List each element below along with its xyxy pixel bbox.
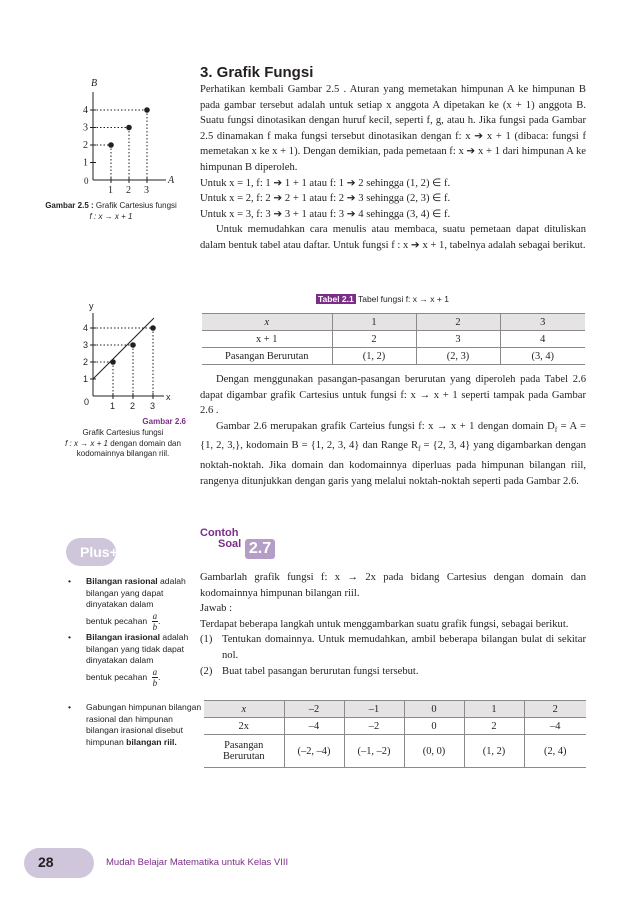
table-caption — [316, 294, 449, 304]
data-point — [144, 107, 150, 113]
x-tick-label: 2 — [130, 401, 136, 410]
y-axis-label: B — [91, 78, 98, 89]
table2-cell: –2 — [284, 701, 344, 718]
answer-label: Jawab : — [200, 603, 233, 615]
caption-formula: f : x → x + 1 — [65, 438, 108, 448]
y-tick-label: 1 — [83, 157, 88, 169]
table1-row — [202, 314, 585, 331]
y-tick-label: 1 — [83, 374, 89, 384]
y-tick-label: 2 — [83, 140, 88, 151]
table-title: Tabel fungsi f: x → x + 1 — [357, 294, 449, 304]
origin-label: 0 — [84, 397, 90, 407]
data-point — [110, 359, 116, 365]
mapping-line-3: Untuk x = 3, f: 3 ➔ 3 + 1 atau f: 3 ➔ 4 sehingga (3, 4) ∈ f. — [200, 208, 451, 220]
table2-cell: 2 — [464, 718, 524, 735]
data-point — [150, 325, 156, 331]
table2-cell: (0, 0) — [404, 735, 464, 768]
x-tick-label: 1 — [110, 401, 116, 410]
caption-rest: dengan domain dan kodomainnya bilangan riil. — [76, 438, 181, 458]
answer-intro: Terdapat beberapa langkah untuk menggambarkan suatu grafik fungsi, sebagai berikut. — [200, 618, 569, 630]
plus-item-rational: • Bilangan rasional adalah bilangan yang dapat dinyatakan dalam bentuk pecahan $\frac{a}{b}$ . — [68, 576, 186, 632]
y-tick-label: 4 — [83, 323, 89, 333]
table2-cell: –1 — [344, 701, 404, 718]
paragraph-2 — [200, 372, 586, 489]
fraction-a-over-b: $\frac{a}{b}$ — [152, 610, 158, 632]
figure-caption-2-5 — [36, 200, 186, 222]
cartesius-graph-2-6 — [60, 300, 185, 410]
y-tick-label: 4 — [83, 105, 88, 116]
paragraph-2a: Dengan menggunakan pasangan-pasangan berurutan yang diperoleh pada Tabel 2.6 dapat digambar grafik Cartesius untuk fungsi f: x → x + 1 seperti tampak pada Gambar 2.6 . — [200, 374, 586, 417]
data-point — [130, 342, 136, 348]
origin-label: 0 — [84, 176, 89, 186]
x-axis-label: A — [168, 175, 175, 186]
caption-text: Grafik Cartesius fungsi — [82, 428, 164, 437]
page-number: 28 — [38, 854, 54, 870]
table-label: Tabel 2.1 — [318, 294, 354, 304]
table2-row-header: x — [204, 701, 284, 718]
book-title: Mudah Belajar Matematika untuk Kelas VIII — [106, 857, 289, 868]
table2-cell: (2, 4) — [524, 735, 586, 768]
table2-cell: 2 — [524, 701, 586, 718]
table1-row — [202, 331, 585, 348]
figure-caption-2-6-body — [56, 428, 190, 460]
table1-cell: 2 — [332, 331, 416, 348]
y-axis-label: y — [89, 301, 94, 311]
step-1: (1) Tentukan domainnya. Untuk memudahkan, ambil beberapa bilangan bulat di sekitar nol. — [200, 634, 586, 661]
table2-cell: 0 — [404, 718, 464, 735]
plus-badge-title: Plus+ — [80, 544, 118, 560]
table1-cell: (3, 4) — [500, 348, 585, 365]
figure-caption-2-6 — [60, 417, 186, 428]
table2-cell: (–1, –2) — [344, 735, 404, 768]
caption-formula: f : x → x + 1 — [89, 212, 133, 221]
caption-label: Gambar 2.6 — [142, 417, 186, 426]
y-tick-label: 3 — [83, 340, 89, 350]
step-2: (2) Buat tabel pasangan berurutan fungsi tersebut. — [200, 665, 419, 677]
section-title: 3. Grafik Fungsi — [200, 64, 314, 81]
mapping-line-2: Untuk x = 2, f: 2 ➔ 2 + 1 atau f: 2 ➔ 3 sehingga (2, 3) ∈ f. — [200, 193, 451, 205]
table2-row — [204, 701, 586, 718]
section-body — [200, 82, 586, 254]
paragraph-table-intro: Untuk memudahkan cara menulis atau membaca, suatu pemetaan dapat dituliskan dalam bentuk tabel atau daftar. Untuk fungsi f : x ➔ x + 1, tabelnya adalah sebagai berikut. — [200, 224, 586, 251]
fraction-a-over-b: $\frac{a}{b}$ — [152, 666, 158, 688]
page-number-bg — [24, 848, 94, 878]
example-body — [200, 570, 586, 679]
table1-cell: 3 — [500, 314, 585, 331]
x-axis-label: x — [166, 392, 171, 402]
table1-cell: (2, 3) — [416, 348, 500, 365]
table2-cell: 0 — [404, 701, 464, 718]
table2-row-header: Pasangan Berurutan — [204, 735, 284, 768]
x-tick-label: 2 — [126, 185, 131, 196]
table1-cell: (1, 2) — [332, 348, 416, 365]
function-table-2x — [204, 700, 586, 768]
example-number-badge: 2.7 — [245, 539, 275, 559]
table2-cell: –4 — [284, 718, 344, 735]
table2-cell: –4 — [524, 718, 586, 735]
table2-cell: (–2, –4) — [284, 735, 344, 768]
example-label: Contoh Soal — [200, 527, 242, 550]
plus-info-box — [68, 576, 206, 776]
cartesius-graph-2-5 — [60, 76, 185, 196]
table1-cell: 3 — [416, 331, 500, 348]
table1-cell: 4 — [500, 331, 585, 348]
x-tick-label: 1 — [108, 185, 113, 196]
paragraph-2b: Gambar 2.6 merupakan grafik Carteius fungsi f: x → x + 1 dengan domain $D_f = A = \{1$, 2, 3,}, kodomain B = {1, 2, 3, 4} dan Range $R_f = \{2$, 3, 4} yang digambarkan dengan noktah-noktah. Jika domain dan kodomainnya diperluas pada himpunan bilangan riil, rangenya ditunjukkan dengan garis yang melalui noktah-noktah seperti pada Gambar 2.6. — [200, 420, 587, 487]
x-tick-label: 3 — [150, 401, 156, 410]
data-point — [126, 125, 132, 131]
table1-cell: 2 — [416, 314, 500, 331]
table1-row-header: x — [202, 314, 332, 331]
range-line — [93, 318, 154, 379]
table2-row — [204, 735, 586, 768]
paragraph-1: Perhatikan kembali Gambar 2.5 . Aturan yang memetakan himpunan A ke himpunan B pada gambar tersebut adalah untuk setiap x anggota A dipetakan ke (x + 1) anggota B. Suatu fungsi dinotasikan dengan huruf kecil, seperti f, g, atau h. Jika fungsi pada Gambar 2.5 dinamakan f maka fungsi tersebut dinotasikan dengan f: x ➔ x + 1 (dibaca: fungsi f memetakan x ke x + 1). Dengan demikian, pada pemetaan f: x ➔ x + 1 dari himpunan A ke himpunan B diperoleh. — [200, 84, 586, 173]
mapping-line-1: Untuk x = 1, f: 1 ➔ 1 + 1 atau f: 1 ➔ 2 sehingga (1, 2) ∈ f. — [200, 177, 451, 189]
table1-cell: 1 — [332, 314, 416, 331]
y-tick-label: 2 — [83, 357, 89, 367]
caption-text: Grafik Cartesius fungsi — [95, 201, 177, 210]
table2-row — [204, 718, 586, 735]
table2-cell: (1, 2) — [464, 735, 524, 768]
table1-row-header: Pasangan Berurutan — [202, 348, 332, 365]
table2-cell: 1 — [464, 701, 524, 718]
plus-item-irrational: • Bilangan irasional adalah bilangan yang tidak dapat dinyatakan dalam bentuk pecahan $\frac{a}{b}$ . — [68, 632, 189, 688]
caption-label: Gambar 2.5 : — [45, 201, 94, 210]
example-question: Gambarlah grafik fungsi f: x → 2x pada bidang Cartesius dengan domain dan kodomainnya himpunan bilangan riil. — [200, 572, 586, 599]
data-point — [108, 142, 114, 148]
table1-row — [202, 348, 585, 365]
plus-item-real: • Gabungan himpunan bilangan rasional dan himpunan bilangan irasional disebut himpunan bilangan riil. — [68, 702, 202, 747]
table1-row-header: x + 1 — [202, 331, 332, 348]
y-tick-label: 3 — [83, 122, 88, 134]
table2-cell: –2 — [344, 718, 404, 735]
table2-row-header: 2x — [204, 718, 284, 735]
x-tick-label: 3 — [144, 185, 149, 196]
function-table-2-1 — [202, 313, 585, 365]
